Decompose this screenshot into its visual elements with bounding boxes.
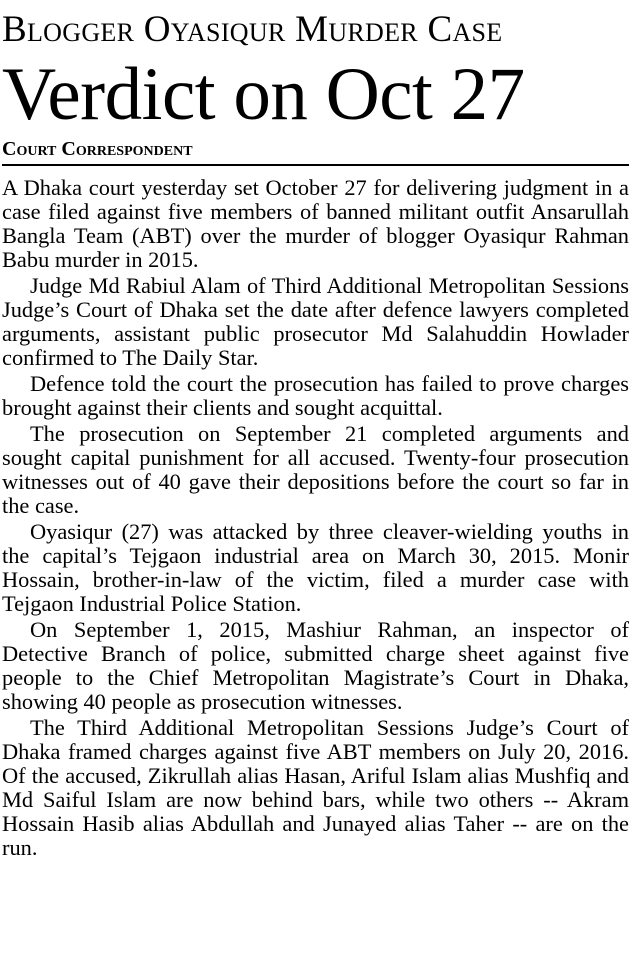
article-paragraph: The Third Additional Metropolitan Sessions Judge’s Court of Dhaka framed charges against five ABT members on July 20, 2016. Of the accused, Zikrullah alias Hasan, Ariful Islam alias Mushfiq and Md Saiful Islam are now behind bars, while two others -- Akram Hossain Hasib alias Abdullah and Junayed alias Taher -- are on the run.: [2, 715, 629, 860]
article-byline: Court Correspondent: [2, 138, 193, 160]
article-paragraph: Defence told the court the prosecution has failed to prove charges brought against their clients and sought acquittal.: [2, 371, 629, 420]
article-paragraph: A Dhaka court yesterday set October 27 for delivering judgment in a case filed against five members of banned militant outfit Ansarullah Bangla Team (ABT) over the murder of blogger Oyasiqur Rahman Babu murder in 2015.: [2, 175, 629, 272]
article-paragraph: Oyasiqur (27) was attacked by three cleaver-wielding youths in the capital’s Tejgaon industrial area on March 30, 2015. Monir Hossain, brother-in-law of the victim, filed a murder case with Tejgaon Industrial Police Station.: [2, 519, 629, 616]
article-paragraph: On September 1, 2015, Mashiur Rahman, an inspector of Detective Branch of police, submitted charge sheet against five people to the Chief Metropolitan Magistrate’s Court in Dhaka, showing 40 people as prosecution witnesses.: [2, 617, 629, 714]
article-paragraph: The prosecution on September 21 completed arguments and sought capital punishment for all accused. Twenty-four prosecution witnesses out of 40 gave their depositions before the court so far in the case.: [2, 421, 629, 518]
article-paragraph: Judge Md Rabiul Alam of Third Additional Metropolitan Sessions Judge’s Court of Dhaka set the date after defence lawyers completed arguments, assistant public prosecutor Md Salahuddin Howlader confirmed to The Daily Star.: [2, 273, 629, 370]
news-article: [0, 10, 629, 974]
article-headline: Verdict on Oct 27: [2, 53, 525, 136]
article-kicker: Blogger Oyasiqur Murder Case: [2, 9, 503, 50]
article-body: [2, 176, 629, 860]
byline-divider: [2, 164, 629, 166]
